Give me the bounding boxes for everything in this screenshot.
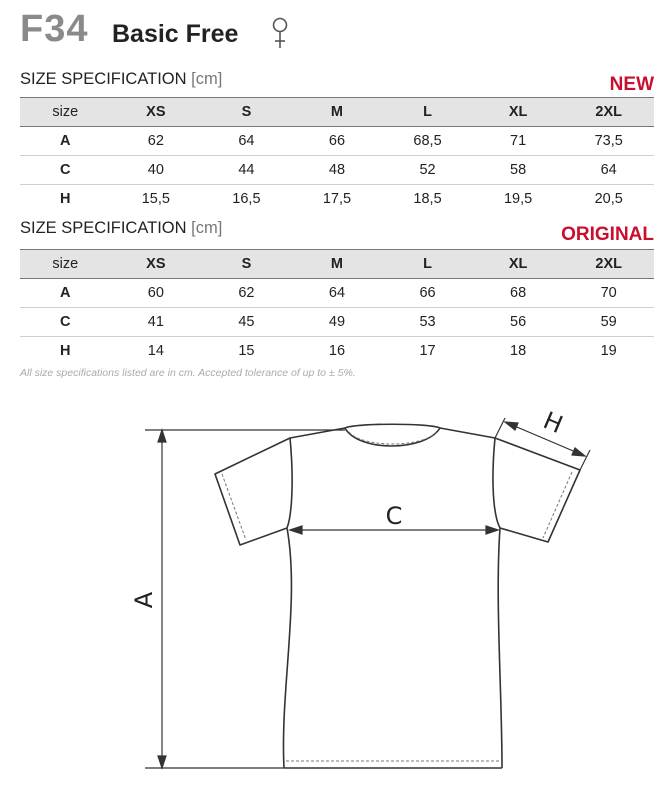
cell-value: 15,5 <box>141 191 170 207</box>
cell-value: 40 <box>111 156 202 185</box>
cell-value: 49 <box>292 308 383 337</box>
header-size: XS <box>111 250 202 279</box>
table-row <box>20 156 654 185</box>
cell-value: 18,5 <box>413 191 442 207</box>
cell-value: 60 <box>111 279 202 308</box>
size-table-new <box>20 97 654 213</box>
dimension-h-label: H <box>539 406 567 440</box>
tshirt-outline <box>215 424 580 768</box>
cell-value: 62 <box>111 127 202 156</box>
dimension-a-label: A <box>130 591 158 609</box>
row-label: C <box>20 156 111 185</box>
row-label: A <box>20 279 111 308</box>
table-row <box>20 279 654 308</box>
cell-value: 18 <box>510 343 527 359</box>
section-unit: [cm] <box>191 219 223 237</box>
header-size: L <box>382 250 473 279</box>
table-row <box>20 127 654 156</box>
section-title-original <box>20 219 222 238</box>
cell-value: 19,5 <box>503 191 533 207</box>
cell-value: 73,5 <box>563 127 654 156</box>
size-table-original <box>20 249 654 365</box>
cell-value: 15 <box>238 343 255 359</box>
cell-value: 16 <box>328 343 346 359</box>
cell-value: 70 <box>563 279 654 308</box>
section-title-text: SIZE SPECIFICATION <box>20 70 187 88</box>
row-label: H <box>60 343 71 359</box>
table-header-row <box>20 98 654 127</box>
cell-value: 64 <box>292 279 383 308</box>
cell-value: 66 <box>292 127 383 156</box>
table-header-row <box>20 250 654 279</box>
badge-new: NEW <box>609 74 654 95</box>
header-size: 2XL <box>563 250 654 279</box>
header-size: L <box>382 98 473 127</box>
cell-value: 68,5 <box>382 127 473 156</box>
header-size: XL <box>473 250 564 279</box>
table-row <box>20 337 654 366</box>
dimension-a <box>145 430 345 768</box>
product-name: Basic Free <box>112 20 239 48</box>
section-title-text: SIZE SPECIFICATION <box>20 219 187 237</box>
section-title-new <box>20 70 222 89</box>
header-size: S <box>201 98 292 127</box>
cell-value: 45 <box>201 308 292 337</box>
cell-value: 53 <box>382 308 473 337</box>
cell-value: 64 <box>563 156 654 185</box>
cell-value: 62 <box>201 279 292 308</box>
cell-value: 17 <box>419 343 436 359</box>
female-icon <box>270 16 290 52</box>
cell-value: 16,5 <box>232 191 261 207</box>
header-size: S <box>201 250 292 279</box>
cell-value: 58 <box>473 156 564 185</box>
tshirt-diagram <box>0 390 672 790</box>
cell-value: 14 <box>147 343 164 359</box>
row-label: H <box>60 191 71 207</box>
row-label: A <box>20 127 111 156</box>
table-row <box>20 185 654 214</box>
cell-value: 20,5 <box>594 191 623 207</box>
header-size: 2XL <box>563 98 654 127</box>
cell-value: 68 <box>473 279 564 308</box>
badge-original: ORIGINAL <box>561 224 654 245</box>
header-size: XL <box>473 98 564 127</box>
cell-value: 56 <box>473 308 564 337</box>
cell-value: 48 <box>292 156 383 185</box>
cell-value: 19 <box>600 343 617 359</box>
dimension-c-label: C <box>385 502 403 530</box>
cell-value: 59 <box>563 308 654 337</box>
section-unit: [cm] <box>191 70 223 88</box>
cell-value: 64 <box>201 127 292 156</box>
header-size: M <box>292 98 383 127</box>
header-size: M <box>292 250 383 279</box>
cell-value: 44 <box>201 156 292 185</box>
header-size-label: size <box>20 250 111 279</box>
cell-value: 17,5 <box>322 191 352 207</box>
cell-value: 52 <box>382 156 473 185</box>
tolerance-note: All size specifications listed are in cm. Accepted tolerance of up to ± 5%. <box>20 367 356 379</box>
cell-value: 71 <box>473 127 564 156</box>
table-row <box>20 308 654 337</box>
cell-value: 41 <box>111 308 202 337</box>
stitching <box>222 432 572 761</box>
header-size: XS <box>111 98 202 127</box>
product-code: F34 <box>20 8 89 50</box>
row-label: C <box>20 308 111 337</box>
cell-value: 66 <box>382 279 473 308</box>
header-size-label: size <box>20 98 111 127</box>
